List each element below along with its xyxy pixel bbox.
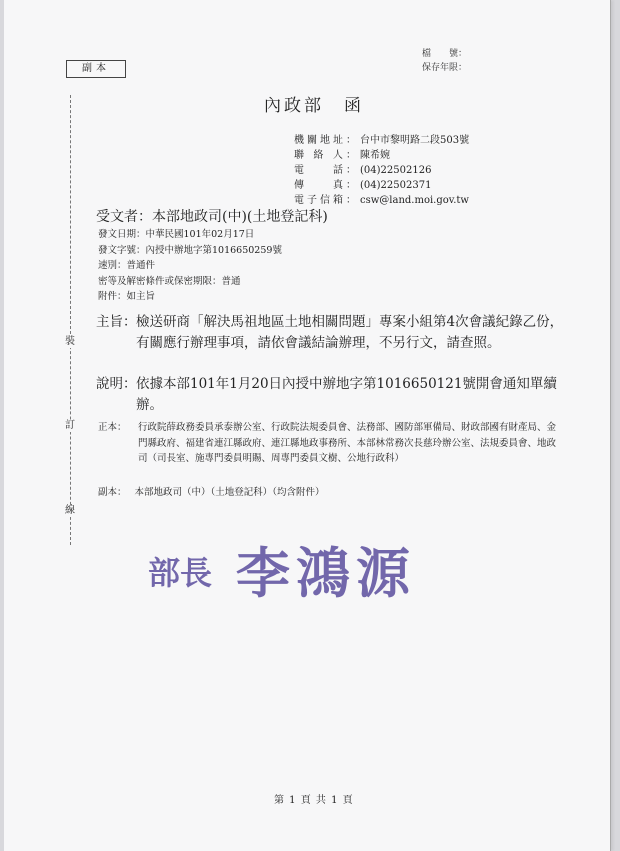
org-info	[294, 133, 469, 208]
dispatch-meta	[98, 227, 282, 305]
binding-mark-1: 裝	[65, 336, 75, 347]
email: csw@land.moi.gov.tw	[360, 195, 469, 206]
dispatch-number: 發文字號：內授中辦地字第1016650259號	[98, 244, 282, 256]
subject-section	[96, 312, 576, 354]
signature-name: 李鴻源	[236, 541, 416, 605]
attachment: 附件：如主旨	[98, 291, 156, 302]
binding-mark-3: 線	[65, 505, 75, 516]
page-footer: 第 1 頁 共 1 頁	[274, 795, 354, 806]
distribution-label: 正本：	[98, 422, 127, 433]
recipient: 受文者：本部地政司(中)(土地登記科)	[96, 209, 328, 225]
signature-title: 部長	[148, 554, 213, 592]
speed: 速別：普通件	[98, 260, 156, 271]
cc-label: 副本：	[98, 487, 127, 498]
cc-section	[98, 484, 325, 498]
explanation-label: 說明：	[96, 376, 137, 392]
cc-text: 本部地政司（中）（土地登記科）（均含附件）	[134, 487, 325, 498]
address-label: 機關地址：	[294, 135, 356, 146]
address: 台中市黎明路二段503號	[360, 135, 470, 146]
explanation-section	[96, 374, 576, 416]
subject-label: 主旨：	[96, 314, 137, 330]
subject-text: 檢送研商「解決馬祖地區土地相關問題」專案小組第4次會議紀錄乙份，有關應行辦理事項，請依會議結論辦理，不另行文，請查照。	[136, 314, 564, 351]
copy-label: 副本	[66, 60, 126, 78]
dispatch-date: 發文日期：中華民國101年02月17日	[98, 229, 255, 240]
page-edge	[610, 0, 611, 851]
secrecy: 密等及解密條件或保密期限：普通	[98, 275, 241, 287]
contact-label: 聯 絡 人：	[294, 150, 356, 161]
fax: (04)22502371	[360, 180, 432, 191]
phone: (04)22502126	[360, 165, 432, 176]
explanation-text: 依據本部101年1月20日內授中辦地字第1016650121號開會通知單續辦。	[136, 376, 557, 413]
document-page	[4, 0, 611, 851]
binding-line	[70, 95, 71, 545]
archive-info	[422, 47, 467, 75]
distribution-section	[98, 420, 558, 467]
minister-signature-stamp	[146, 530, 476, 610]
distribution-text: 行政院薛政務委員承泰辦公室、行政院法規委員會、法務部、國防部軍備局、財政部國有財產局、金門縣政府、福建省連江縣政府、連江縣地政事務所、本部林常務次長慈玲辦公室、法規委員會、地政司（司長室、施專門委員明賜、周專門委員文樹、公地行政科）	[138, 422, 557, 464]
email-label: 電子信箱：	[294, 195, 356, 206]
document-title: 內政部 函	[264, 96, 364, 116]
contact-person: 陳希婉	[360, 150, 390, 161]
fax-label: 傳 真：	[294, 180, 356, 191]
archive-number: 檔 號：	[422, 49, 468, 59]
retention-period: 保存年限：	[422, 63, 468, 73]
phone-label: 電 話：	[294, 165, 356, 176]
binding-mark-2: 訂	[65, 420, 75, 431]
